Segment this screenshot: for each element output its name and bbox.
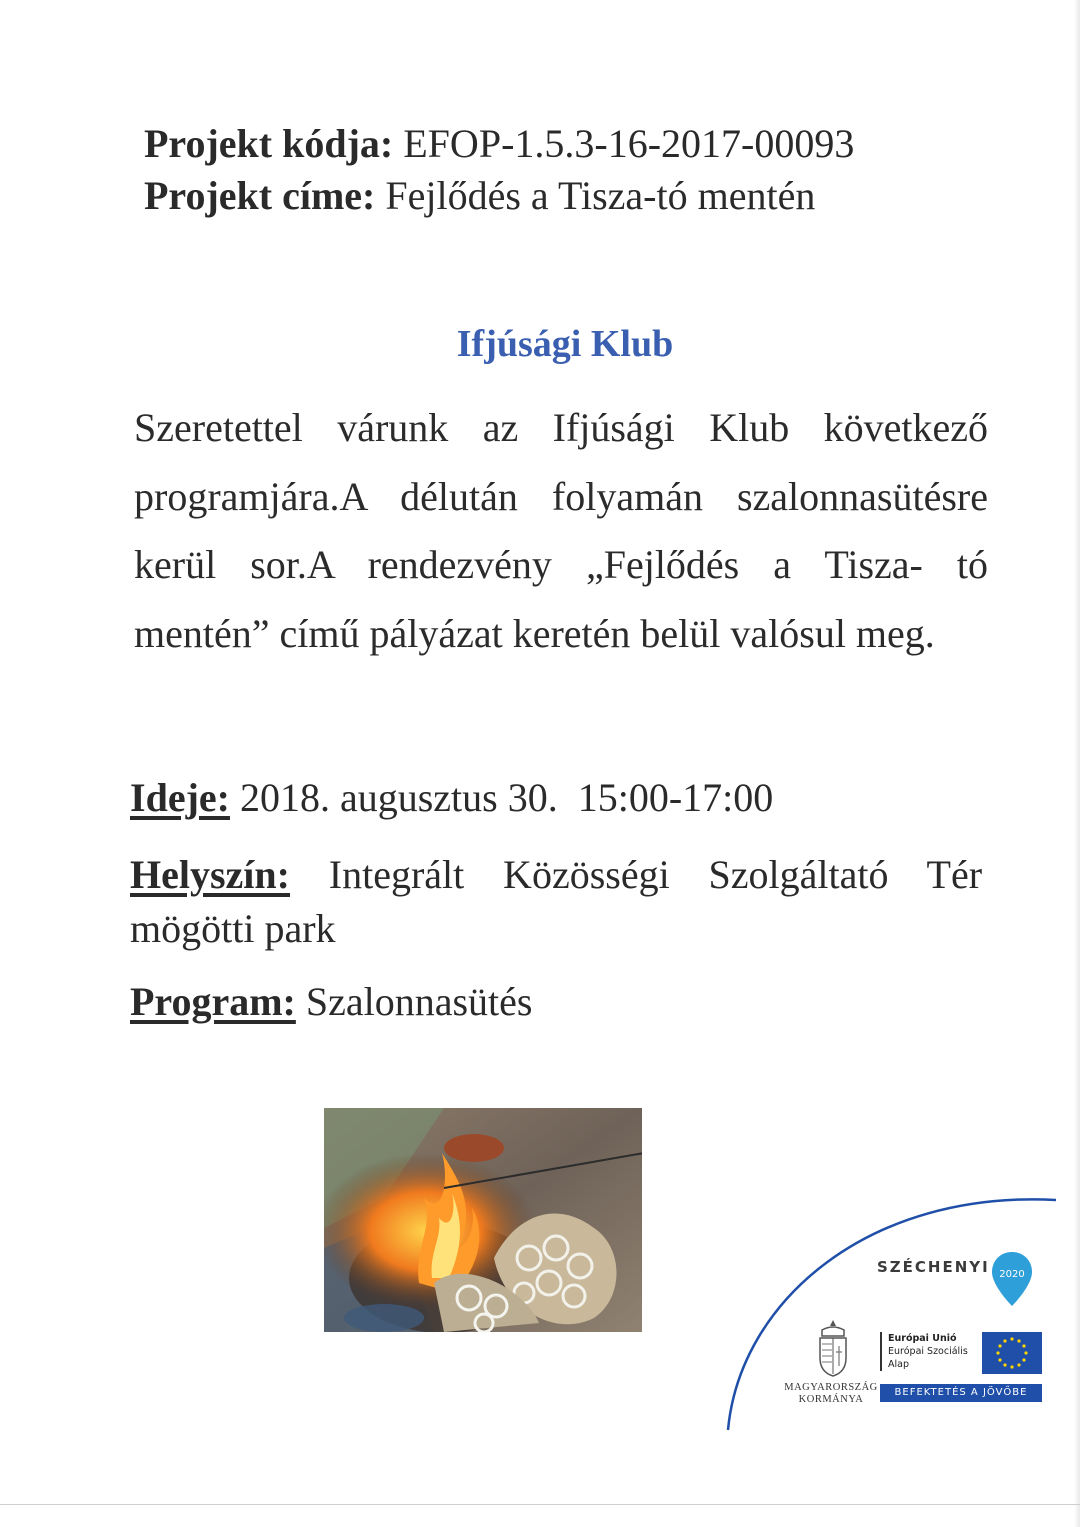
government-label — [782, 1382, 880, 1406]
invest-in-future-banner: BEFEKTETÉS A JÖVŐBE — [880, 1384, 1042, 1402]
date-label: Ideje: — [130, 775, 230, 820]
location-value: Integrált Közösségi Szolgáltató Tér mögötti park — [130, 852, 983, 951]
project-code-value: EFOP-1.5.3-16-2017-00093 — [403, 121, 855, 166]
szechenyi-logo-text: SZÉCHENYI — [877, 1258, 990, 1276]
eu-line-2: Európai Szociális — [888, 1346, 968, 1357]
project-title-line — [144, 170, 854, 222]
eu-line-3: Alap — [888, 1359, 909, 1370]
event-location — [130, 848, 982, 956]
gov-line-2: KORMÁNYA — [798, 1394, 864, 1405]
event-program — [130, 978, 532, 1026]
program-value: Szalonnasütés — [305, 979, 533, 1024]
gov-line-1: MAGYARORSZÁG — [784, 1382, 878, 1393]
hungarian-crest-icon — [812, 1318, 854, 1378]
page-bottom-line — [0, 1504, 1080, 1505]
eu-line-1: Európai Unió — [888, 1333, 957, 1344]
project-code-label: Projekt kódja: — [144, 121, 394, 166]
eu-fund-label — [880, 1332, 968, 1371]
date-value: 2018. augusztus 30. 15:00-17:00 — [239, 775, 774, 820]
pin-year: 2020 — [999, 1269, 1025, 1280]
campfire-illustration — [324, 1108, 642, 1332]
location-label: Helyszín: — [130, 852, 290, 897]
invitation-paragraph: Szeretettel várunk az Ifjúsági Klub következő programjára.A délután folyamán szalonnasütésre kerül sor.A rendezvény „Fejlődés a Tisza- tó mentén” című pályázat keretén belül valósul meg. — [134, 405, 988, 656]
project-header — [144, 118, 854, 222]
project-title-value: Fejlődés a Tisza-tó mentén — [385, 173, 816, 218]
location-pin-icon — [988, 1250, 1036, 1308]
club-title: Ifjúsági Klub — [456, 323, 674, 365]
bacon-roasting-photo — [324, 1108, 642, 1332]
event-date — [130, 774, 773, 822]
project-title-label: Projekt címe: — [144, 173, 376, 218]
page-edge — [1074, 0, 1080, 1527]
project-code-line — [144, 118, 854, 170]
program-label: Program: — [130, 979, 296, 1024]
eu-flag-icon — [982, 1332, 1042, 1374]
